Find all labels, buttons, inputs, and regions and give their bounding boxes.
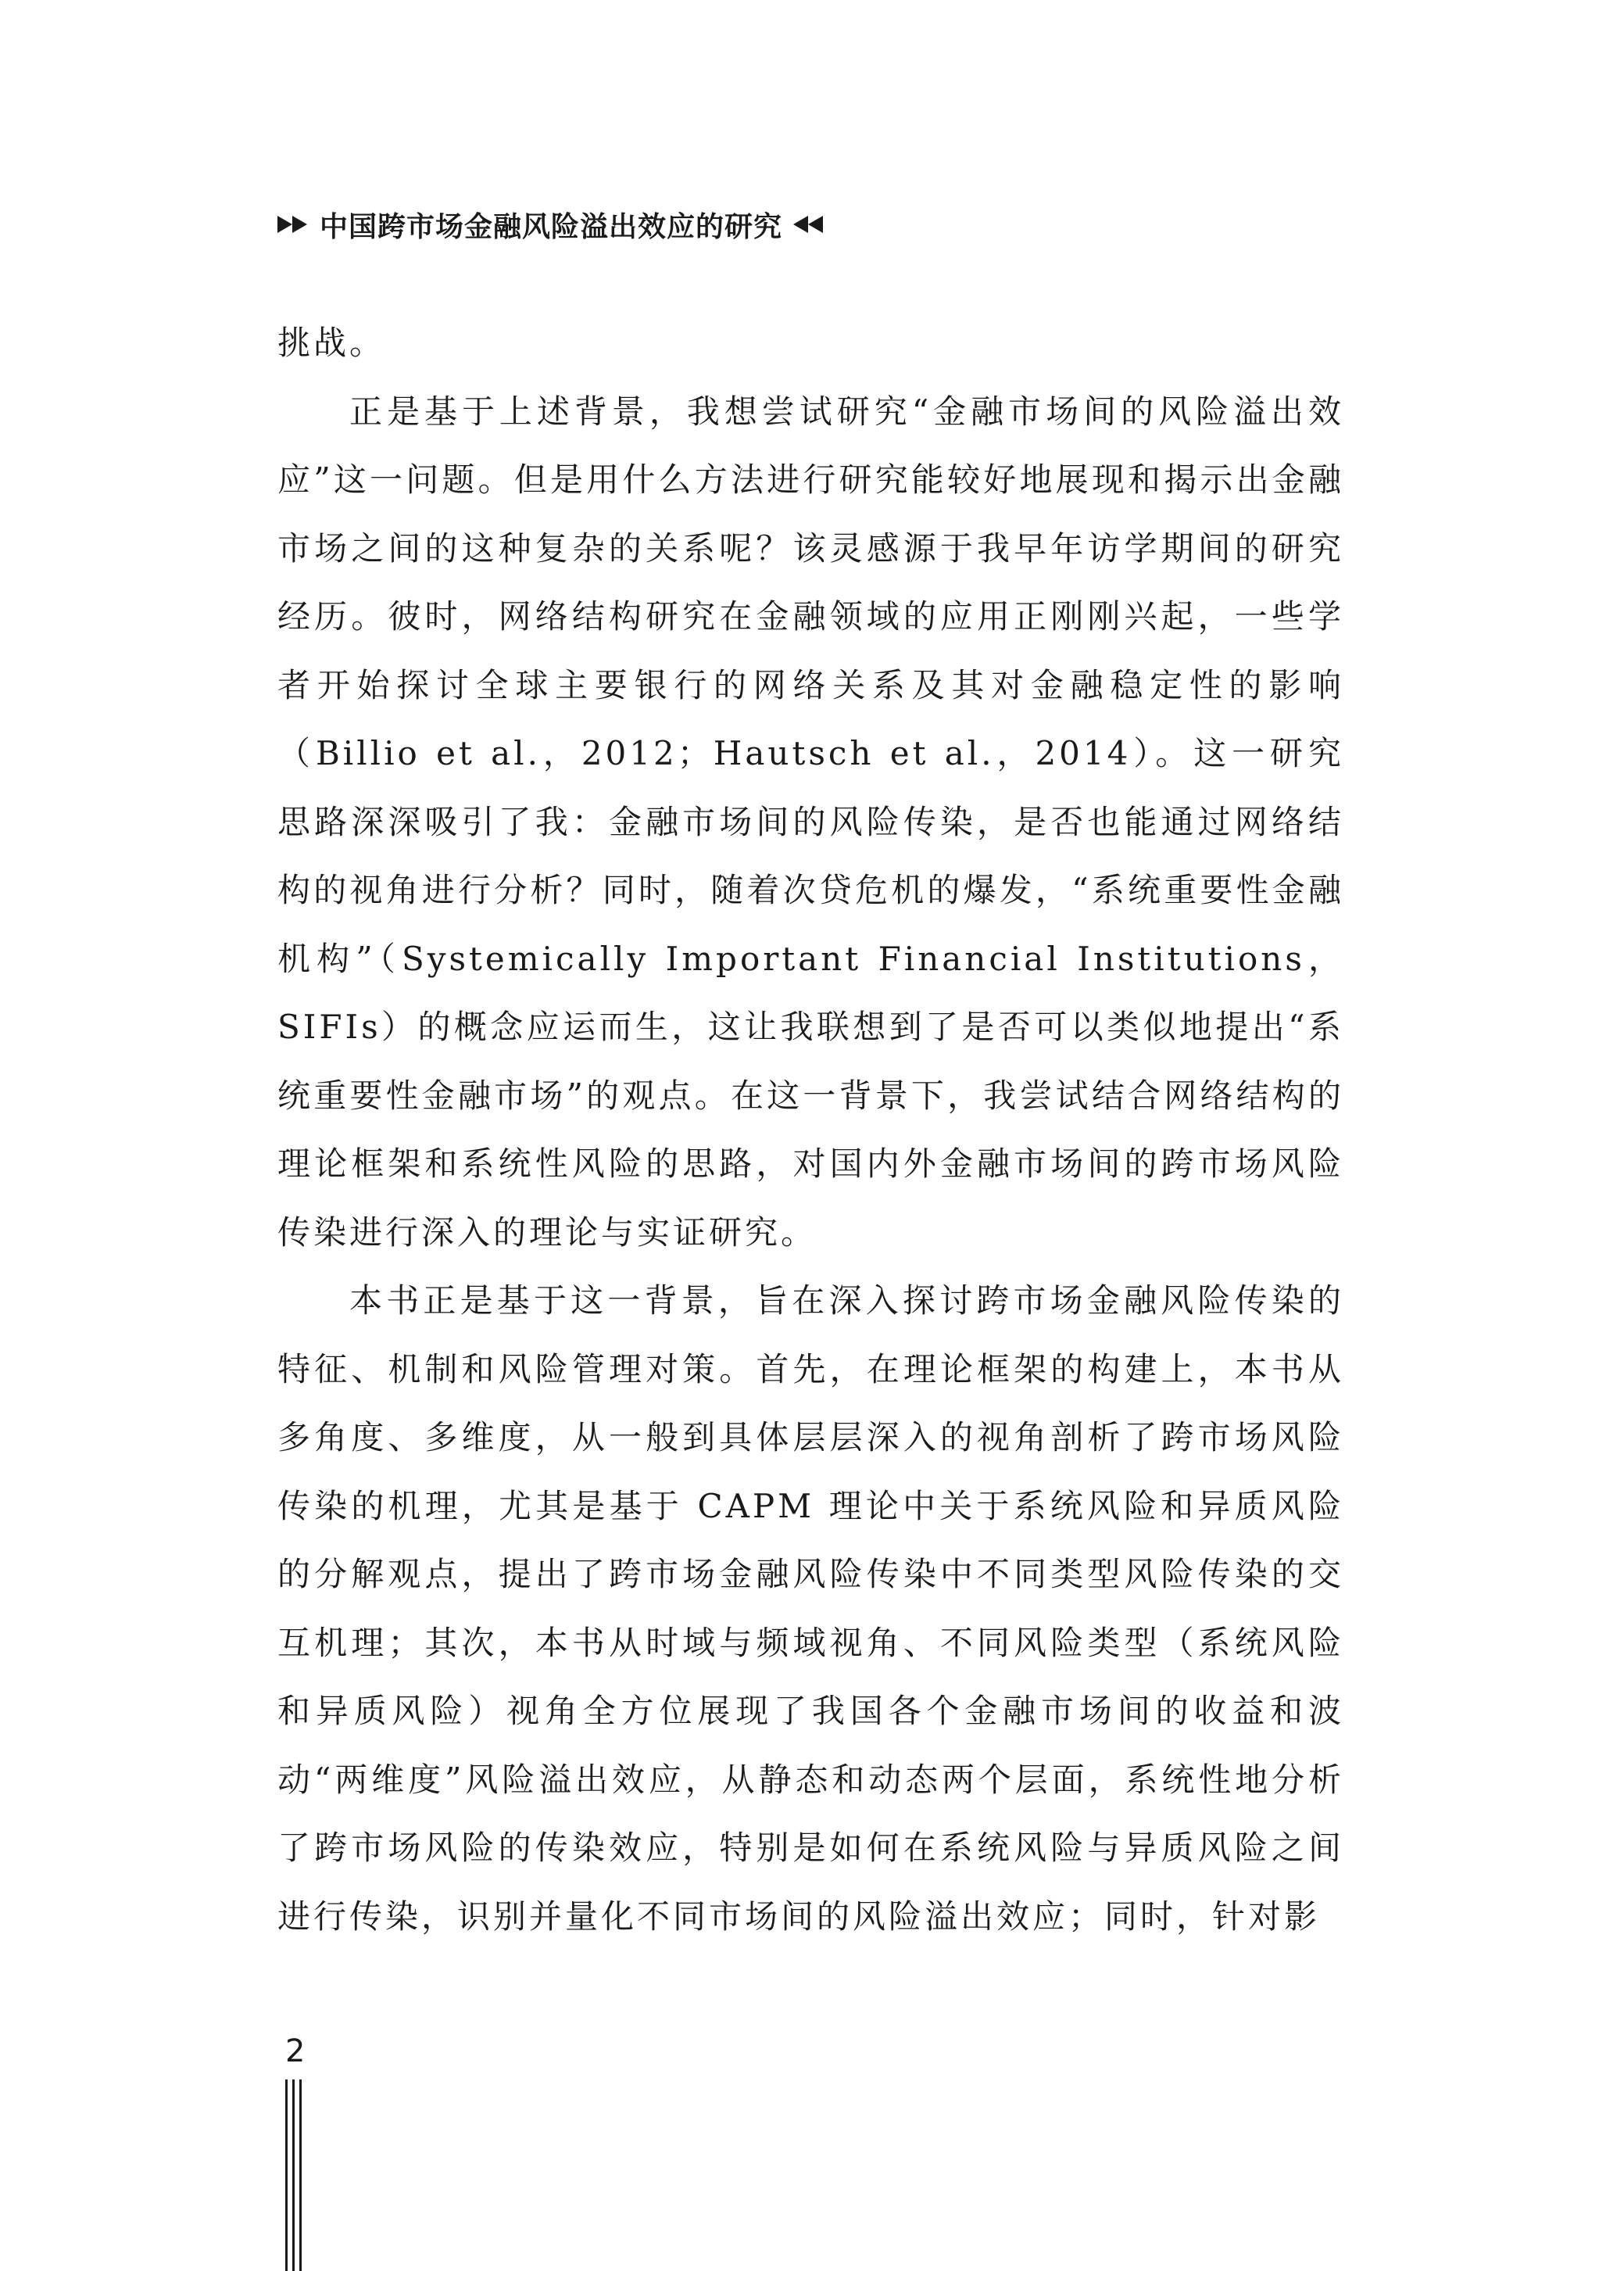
page-edge-lines xyxy=(285,2079,309,2271)
paragraph-2: 正是基于上述背景，我想尝试研究“金融市场间的风险溢出效应”这一问题。但是用什么方法进行研究能较好地展现和揭示出金融市场之间的这种复杂的关系呢？该灵感源于我早年访学期间的研究经历。彼时，网络结构研究在金融领域的应用正刚刚兴起，一些学者开始探讨全球主要银行的网络关系及其对金融稳定性的影响（Billio et al.，2012；Hautsch et al.，2014）。这一研究思路深深吸引了我：金融市场间的风险传染，是否也能通过网络结构的视角进行分析？同时，随着次贷危机的爆发，“系统重要性金融机构”（Systemically Important Financial Institutions，SIFIs）的概念应运而生，这让我联想到了是否可以类似地提出“系统重要性金融市场”的观点。在这一背景下，我尝试结合网络结构的理论框架和系统性风险的思路，对国内外金融市场间的跨市场风险传染进行深入的理论与实证研究。 xyxy=(277,392,1344,1252)
running-header xyxy=(277,205,825,244)
book-title: 中国跨市场金融风险溢出效应的研究 xyxy=(320,210,783,243)
body-text xyxy=(277,309,1344,1950)
paragraph-1: 挑战。 xyxy=(277,324,386,362)
double-left-arrow-icon xyxy=(793,216,825,233)
paragraph-3: 本书正是基于这一背景，旨在深入探讨跨市场金融风险传染的特征、机制和风险管理对策。首先，在理论框架的构建上，本书从多角度、多维度，从一般到具体层层深入的视角剖析了跨市场风险传染的机理，尤其是基于 CAPM 理论中关于系统风险和异质风险的分解观点，提出了跨市场金融风险传染中不同类型风险传染的交互机理；其次，本书从时域与频域视角、不同风险类型（系统风险和异质风险）视角全方位展现了我国各个金融市场间的收益和波动“两维度”风险溢出效应，从静态和动态两个层面，系统性地分析了跨市场风险的传染效应，特别是如何在系统风险与异质风险之间进行传染，识别并量化不同市场间的风险溢出效应；同时，针对影 xyxy=(277,1281,1344,1936)
double-right-arrow-icon xyxy=(277,216,309,233)
page-number: 2 xyxy=(285,2033,306,2069)
